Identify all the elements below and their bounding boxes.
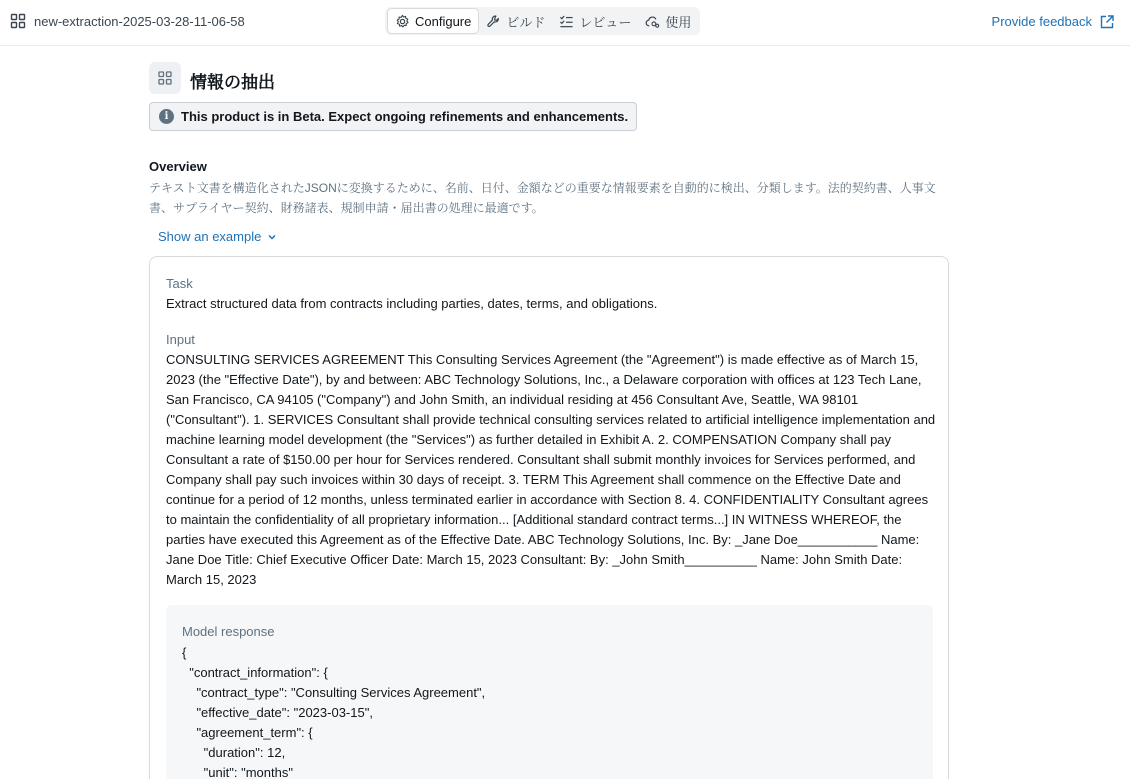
overview-heading: Overview: [149, 159, 207, 174]
tab-configure-label: Configure: [415, 13, 472, 29]
gear-icon: [395, 14, 410, 29]
provide-feedback-link[interactable]: [992, 14, 1114, 29]
beta-notice: [149, 102, 637, 131]
model-response-panel: [166, 605, 933, 779]
tab-build[interactable]: [479, 8, 552, 34]
checklist-icon: [559, 14, 574, 29]
tab-review-label: レビュー: [579, 14, 632, 30]
tab-use-label: 使用: [665, 14, 692, 30]
chevron-down-icon: [267, 232, 277, 242]
extraction-grid-icon: [149, 62, 181, 94]
show-example-label: Show an example: [158, 229, 262, 244]
topbar-divider: [0, 45, 1130, 46]
tab-build-label: ビルド: [506, 14, 546, 30]
tab-review[interactable]: [552, 8, 638, 34]
task-label: Task: [166, 276, 193, 291]
example-card: [149, 256, 949, 779]
tab-group: [385, 7, 700, 35]
task-text: Extract structured data from contracts including parties, dates, terms, and obligations.: [166, 296, 658, 311]
feedback-label: Provide feedback: [991, 14, 1092, 29]
beta-notice-text: This product is in Beta. Expect ongoing refinements and enhancements.: [181, 109, 629, 124]
tab-use[interactable]: [638, 8, 698, 34]
top-bar: [0, 0, 1130, 44]
model-response-code: { "contract_information": { "contract_type": "Consulting Services Agreement", "effective_date": "2023-03-15", "agreement_term": { "duration": 12, "unit": "months": [182, 645, 486, 779]
page-title: 情報の抽出: [190, 73, 275, 92]
show-example-toggle[interactable]: [158, 229, 277, 244]
extraction-title[interactable]: new-extraction-2025-03-28-11-06-58: [34, 14, 245, 29]
input-label: Input: [166, 332, 195, 347]
grid-app-icon[interactable]: [10, 13, 26, 29]
wrench-icon: [486, 14, 501, 29]
info-icon: i: [159, 109, 174, 124]
external-link-icon: [1100, 15, 1114, 29]
overview-description: テキスト文書を構造化されたJSONに変換するために、名前、日付、金額などの重要な情報要素を自動的に検出、分類します。法的契約書、人事文書、サプライヤー契約、財務諸表、規制申請・届出書の処理に最適です。: [149, 181, 936, 215]
cloud-link-icon: [645, 14, 660, 29]
tab-configure[interactable]: [387, 8, 479, 34]
model-response-label: Model response: [182, 624, 275, 639]
input-text: CONSULTING SERVICES AGREEMENT This Consulting Services Agreement (the "Agreement") is made effective as of March 15, 2023 (the "Effective Date"), by and between: ABC Technology Solutions, Inc., a Delaware corporation with offices at 123 Tech Lane, San Francisco, CA 94105 ("Company") and John Smith, an individual residing at 456 Consultant Ave, Seattle, WA 98101 ("Consultant"). 1. SERVICES Consultant shall provide technical consulting services related to artificial intelligence implementation and machine learning model development (the "Services") as further detailed in Exhibit A. 2. COMPENSATION Company shall pay Consultant a rate of $150.00 per hour for Services rendered. Consultant shall submit monthly invoices for Services performed, and Company shall pay such invoices within 30 days of receipt. 3. TERM This Agreement shall commence on the Effective Date and continue for a period of 12 months, unless terminated earlier in accordance with Section 8. 4. CONFIDENTIALITY Consultant agrees to maintain the confidentiality of all proprietary information... [Additional standard contract terms...] IN WITNESS WHEREOF, the parties have executed this Agreement as of the Effective Date. ABC Technology Solutions, Inc. By: _Jane Doe___________ Name: Jane Doe Title: Chief Executive Officer Date: March 15, 2023 Consultant: By: _John Smith__________ Name: John Smith Date: March 15, 2023: [166, 352, 936, 587]
